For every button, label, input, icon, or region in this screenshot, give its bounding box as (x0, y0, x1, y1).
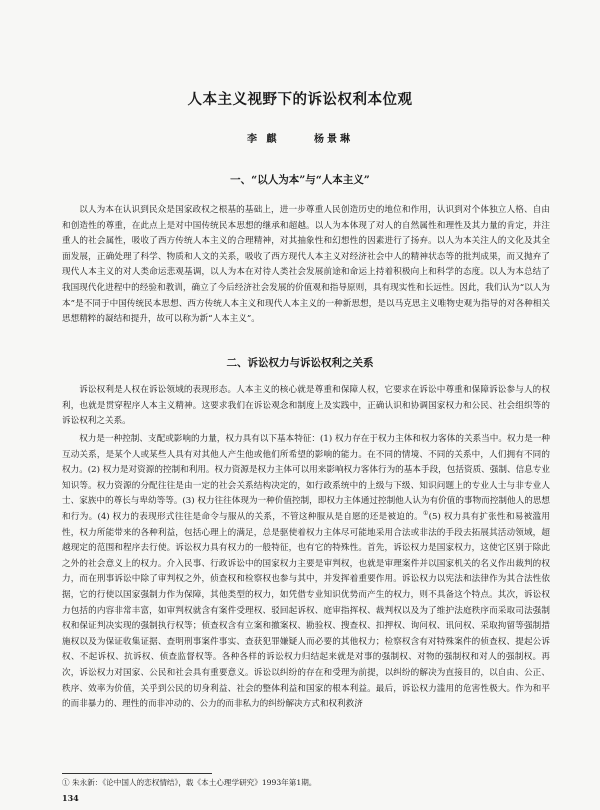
author-line (0, 130, 600, 145)
footnote-reference[interactable]: ① (423, 510, 429, 518)
article-title: 人本主义视野下的诉讼权利本位观 (187, 91, 413, 108)
body-paragraph: 诉讼权利是人权在诉讼领域的表现形态。人本主义的核心就是尊重和保障人权，它要求在诉讼中尊重和保障诉讼参与人的权利，也就是贯穿程序人本主义精神。这要求我们在诉讼观念和制度上及实践中，正确认识和协调国家权力和公民、社会组织等的诉讼权利之关系。 (62, 385, 550, 427)
footnote-mark: ① (62, 778, 70, 787)
section-heading: 一、“以人为本”与“人本主义” (230, 174, 370, 186)
author-name: 杨景琳 (313, 134, 353, 145)
footnote-text: 朱永新：《论中国人的恋权情结》，载《本土心理学研究》1993年第1期。 (72, 778, 317, 787)
section-heading: 二、诉讼权力与诉讼权利之关系 (226, 357, 374, 369)
footnote-divider (62, 773, 212, 774)
paragraph-text: (5) 权力具有扩张性和易被滥用性，权力所能带来的各种利益，包括心理上的满足，总是驱使着权力主体尽可能地采用合法或非法的手段去拓展其活动领域，超越现定的范围和程序去行使。诉讼权力具有权力的一般特征，也有它的特殊性。首先，诉讼权力是国家权力，这使它区别于除此之外的社会意义上的权力。介入民事、行政诉讼中的国家权力主要是审判权，也就是审理案件并以国家机关的名义作出裁判的权力，而在刑事诉讼中除了审判权之外，侦查权和检察权也参与其中，并发挥着重要作用。诉讼权力以宪法和法律作为其合法性依据，它的行使以国家强制力作为保障，其他类型的权力，如凭借专业知识优势而产生的权力，则不具备这个特点。其次，诉讼权力包括的内容非常丰富，如审判权就含有案件受理权、驳回起诉权、庭审指挥权、裁判权以及为了维护法庭秩序而采取司法强制权和保证判决实现的强制执行权等；侦查权含有立案和撤案权、勘验权、搜查权、扣押权、询问权、讯问权、采取拘留等强制措施权以及为保证收集证据、查明刑事案件事实、查获犯罪嫌疑人而必要的其他权力；检察权含有对特殊案件的侦查权、提起公诉权、不起诉权、抗诉权、侦查监督权等。各种各样的诉讼权力归结起来就是对事的强制权、对物的强制权和对人的强制权。再次，诉讼权力对国家、公民和社会具有重要意义。诉讼以纠纷的存在和受理为前提，以纠纷的解决为直接目的，以自由、公正、秩序、效率为价值，关乎到公民的切身利益、社会的整体利益和国家的根本利益。最后，诉讼权力滥用的危害性极大。作为和平的而非暴力的、理性的而非冲动的、公力的而非私力的纠纷解决方式和权利救济 (62, 511, 550, 710)
footnote (62, 777, 550, 788)
page-number: 134 (62, 793, 79, 803)
body-paragraph (62, 432, 550, 782)
paragraph-text: 权力是一种控制、支配或影响的力量，权力具有以下基本特征：(1) 权力存在于权力主体和权力客体的关系当中。权力是一种互动关系，是某个人或某些人具有对其他人产生他或他们所希望的影响的能力。在不同的情境、不同的关系中，人们拥有不同的权力。(2) 权力是对资源的控制和利用。权力资源是权力主体可以用来影响权力客体行为的基本手段，包括资质、强制、信息专业知识等。权力资源的分配往往是由一定的社会关系结构决定的，如行政系统中的上级与下级、知识问题上的专业人士与非专业人士、家族中的尊长与卑幼等等。(3) 权力往往体现为一种价值控制，即权力主体通过控制他人认为有价值的事物而控制他人的思想和行为。(4) 权力的表现形式往往是命令与服从的关系，不管这种服从是自愿的还是被迫的。 (62, 434, 550, 522)
body-paragraph: 以人为本在认识到民众是国家政权之根基的基础上，进一步尊重人民创造历史的地位和作用，认识到对个体独立人格、自由和创造性的尊重，在此点上是对中国传统民本思想的继承和超越。以人为本体现了对人的自然属性和理性及其力量的肯定，并注重人的社会属性，吸收了西方传统人本主义的合理精神，对其抽象性和幻想性的因素进行了扬弃。以人为本关注人的文化及其全面发展，正确处理了科学、物质和人文的关系，吸收了西方现代人本主义对经济社会中人的精神状态等的批判成果，而又抛弃了现代人本主义的对人类命运悲观基调，以人为本在对待人类社会发展前途和命运上持着积极向上和科学的态度。以人为本总结了我国现代化进程中的经验和教训，确立了今后经济社会发展的价值观和指导原则，具有现实性和长远性。因此，我们认为“以人为本”是不同于中国传统民本思想、西方传统人本主义和现代人本主义的一种新思想，是以马克思主义唯物史观为指导的对各种相关思想精粹的凝结和提升，故可以称为新“人本主义”。 (62, 205, 550, 325)
author-name: 李 麒 (247, 134, 280, 145)
